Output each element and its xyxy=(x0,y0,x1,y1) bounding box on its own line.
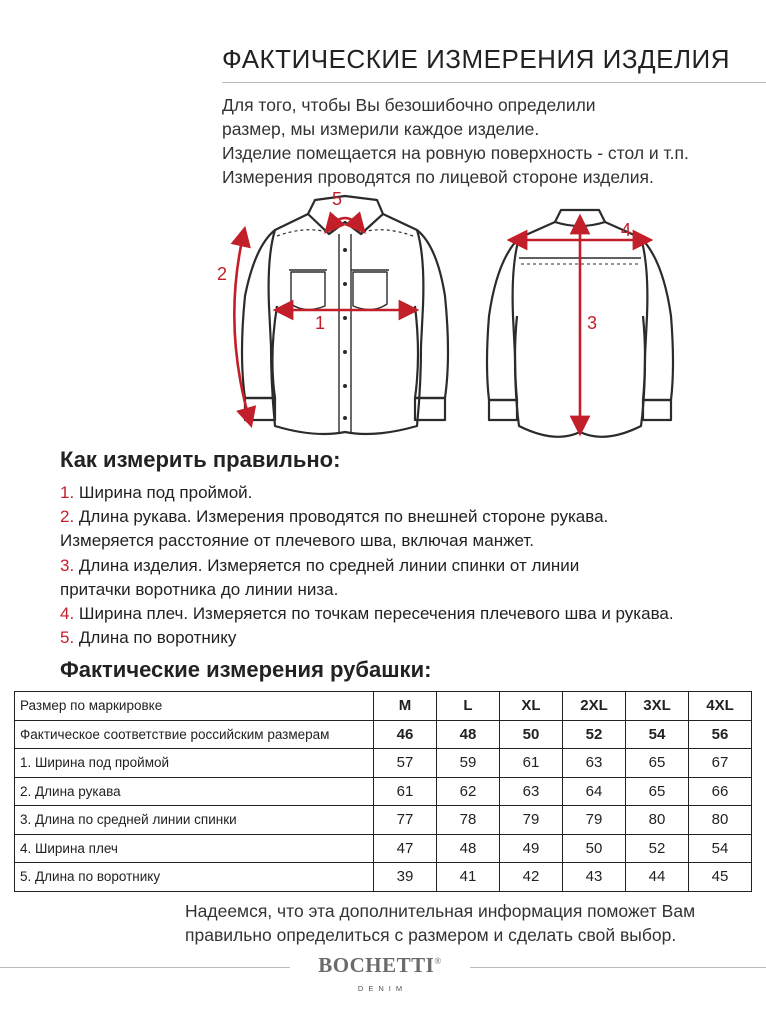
row-label: 5. Длина по воротнику xyxy=(15,863,374,892)
intro-line: Изделие помещается на ровную поверхность - стол и т.п. xyxy=(222,143,689,163)
table-cell: L xyxy=(437,692,500,721)
table-cell: 67 xyxy=(689,749,752,778)
table-cell: 62 xyxy=(437,777,500,806)
table-cell: 48 xyxy=(437,720,500,749)
shirt-measurement-diagram xyxy=(205,186,705,444)
howto-text: притачки воротника до линии низа. xyxy=(60,579,339,599)
table-row xyxy=(15,834,752,863)
label-2: 2 xyxy=(217,264,228,284)
row-label: 4. Ширина плеч xyxy=(15,834,374,863)
shirt-front-icon xyxy=(242,196,448,434)
table-cell: 52 xyxy=(626,834,689,863)
table-cell: 79 xyxy=(563,806,626,835)
table-cell: 50 xyxy=(563,834,626,863)
table-cell: 43 xyxy=(563,863,626,892)
measurement-lines xyxy=(234,218,643,426)
registered-mark: ® xyxy=(434,956,442,966)
howto-item xyxy=(60,602,765,626)
table-cell: 39 xyxy=(374,863,437,892)
howto-text: Длина по воротнику xyxy=(74,628,237,648)
table-cell: XL xyxy=(500,692,563,721)
table-row xyxy=(15,749,752,778)
brand-subtitle: DENIM xyxy=(357,984,408,993)
table-cell: 52 xyxy=(563,720,626,749)
table-cell: 77 xyxy=(374,806,437,835)
howto-text: Длина рукава. Измерения проводятся по внешней стороне рукава. xyxy=(74,507,609,527)
howto-title: Как измерить правильно: xyxy=(60,447,341,472)
table-cell: 49 xyxy=(500,834,563,863)
howto-text: Измеряется расстояние от плечевого шва, включая манжет. xyxy=(60,531,534,551)
row-label: Размер по маркировке xyxy=(15,692,374,721)
table-row xyxy=(15,806,752,835)
howto-item xyxy=(60,554,765,578)
howto-item xyxy=(60,529,765,553)
label-4: 4 xyxy=(621,220,632,240)
table-row xyxy=(15,863,752,892)
page-title: ФАКТИЧЕСКИЕ ИЗМЕРЕНИЯ ИЗДЕЛИЯ xyxy=(222,44,731,74)
table-cell: 59 xyxy=(437,749,500,778)
table-cell: 56 xyxy=(689,720,752,749)
brand-name xyxy=(290,953,470,978)
table-cell: 80 xyxy=(689,806,752,835)
table-cell: 61 xyxy=(500,749,563,778)
table-cell: 42 xyxy=(500,863,563,892)
table-cell: M xyxy=(374,692,437,721)
howto-text: Длина изделия. Измеряется по средней линии спинки от линии xyxy=(74,555,580,575)
table-cell: 57 xyxy=(374,749,437,778)
label-3: 3 xyxy=(587,313,598,333)
table-title: Фактические измерения рубашки: xyxy=(60,657,432,682)
closing-note xyxy=(185,899,695,947)
table-cell: 65 xyxy=(626,777,689,806)
howto-number: 4. xyxy=(60,604,75,624)
howto-number: 5. xyxy=(60,628,75,648)
intro-line: Для того, чтобы Вы безошибочно определили xyxy=(222,95,596,115)
table-cell: 63 xyxy=(500,777,563,806)
table-cell: 80 xyxy=(626,806,689,835)
closing-line: Надеемся, что эта дополнительная информация поможет Вам xyxy=(185,901,696,921)
row-label: 1. Ширина под проймой xyxy=(15,749,374,778)
closing-line: правильно определиться с размером и сделать свой выбор. xyxy=(185,925,677,945)
row-label: 3. Длина по средней линии спинки xyxy=(15,806,374,835)
howto-text: Ширина под проймой. xyxy=(74,483,253,502)
table-row xyxy=(15,777,752,806)
howto-text: Ширина плеч. Измеряется по точкам пересечения плечевого шва и рукава. xyxy=(74,604,674,624)
table-cell: 50 xyxy=(500,720,563,749)
footer-divider-right xyxy=(470,967,766,968)
table-cell: 4XL xyxy=(689,692,752,721)
howto-item xyxy=(60,626,765,650)
table-cell: 61 xyxy=(374,777,437,806)
table-cell: 45 xyxy=(689,863,752,892)
table-cell: 79 xyxy=(500,806,563,835)
brand-logo xyxy=(290,953,470,993)
intro-line: размер, мы измерили каждое изделие. xyxy=(222,119,540,139)
table-cell: 64 xyxy=(563,777,626,806)
brand-wordmark: BOCHETTI xyxy=(318,953,435,977)
title-divider xyxy=(222,82,766,83)
row-label: Фактическое соответствие российским размерам xyxy=(15,720,374,749)
table-cell: 63 xyxy=(563,749,626,778)
table-cell: 41 xyxy=(437,863,500,892)
howto-number: 3. xyxy=(60,555,75,575)
howto-item xyxy=(60,578,765,602)
table-cell: 66 xyxy=(689,777,752,806)
howto-number: 2. xyxy=(60,507,75,527)
intro-line: Измерения проводятся по лицевой стороне изделия. xyxy=(222,167,654,187)
table-row xyxy=(15,692,752,721)
row-label: 2. Длина рукава xyxy=(15,777,374,806)
table-cell: 2XL xyxy=(563,692,626,721)
howto-list xyxy=(60,481,765,650)
table-cell: 65 xyxy=(626,749,689,778)
table-cell: 44 xyxy=(626,863,689,892)
howto-item xyxy=(60,481,765,505)
label-1: 1 xyxy=(315,313,326,333)
howto-item xyxy=(60,505,765,529)
table-cell: 3XL xyxy=(626,692,689,721)
table-cell: 48 xyxy=(437,834,500,863)
intro-text xyxy=(222,93,762,189)
table-row xyxy=(15,720,752,749)
table-cell: 47 xyxy=(374,834,437,863)
table-cell: 54 xyxy=(689,834,752,863)
footer-divider-left xyxy=(0,967,290,968)
howto-number: 1. xyxy=(60,483,75,502)
table-cell: 46 xyxy=(374,720,437,749)
table-cell: 78 xyxy=(437,806,500,835)
shirt-buttons xyxy=(343,248,347,420)
table-cell: 54 xyxy=(626,720,689,749)
size-table xyxy=(14,691,752,892)
label-5: 5 xyxy=(332,189,343,209)
